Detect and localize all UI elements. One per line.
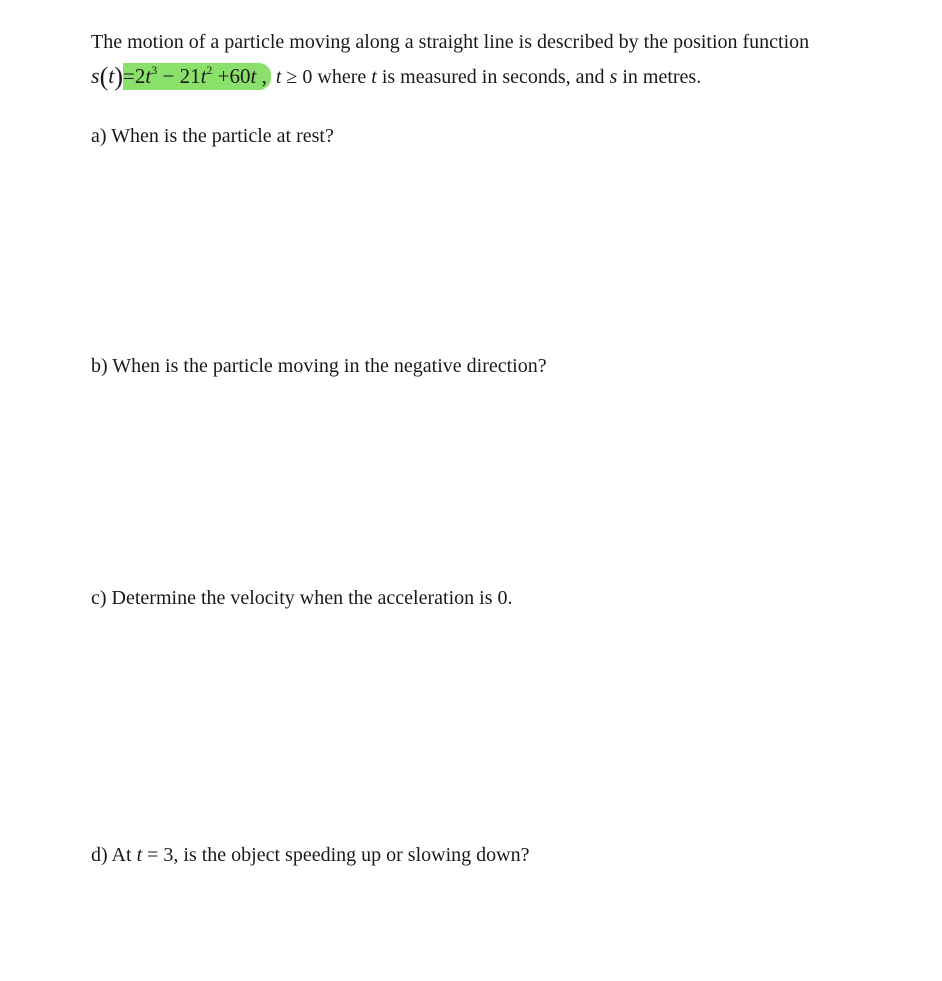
position-function-line [91, 64, 701, 89]
problem-intro: The motion of a particle moving along a straight line is described by the position function [91, 31, 810, 53]
open-paren: ( [99, 62, 109, 91]
close-paren: ) [114, 62, 124, 91]
question-b: b) When is the particle moving in the negative direction? [91, 355, 547, 377]
units-description: where t is measured in seconds, and s in metres. [312, 66, 702, 88]
function-argument: t [108, 63, 115, 88]
question-a: a) When is the particle at rest? [91, 125, 334, 147]
question-d: d) At t = 3, is the object speeding up or slowing down? [91, 844, 530, 866]
domain-condition: t ≥ 0 [275, 66, 313, 88]
highlighted-expression: $=2t^3 - 21t^2 +60t$ , [123, 63, 271, 90]
function-name: s [91, 63, 100, 88]
question-c: c) Determine the velocity when the acceleration is 0. [91, 587, 513, 609]
